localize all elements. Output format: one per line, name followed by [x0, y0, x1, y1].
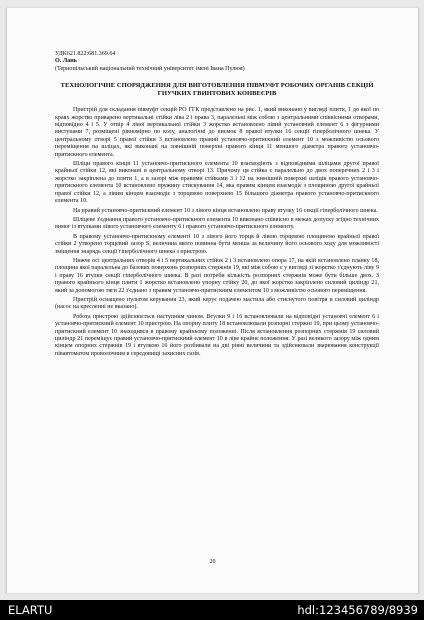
paragraph-5: В правому установчо-притискному елементі 10 з лівого його торця й лівою торцевою площиною крайньої правої стійки 2 утворено торцевий зазор S, величина якого повинна бути менша за величину його осьового ходу для можливості зміщення знарядь секції гіперболічного шнека з пристрою.	[55, 233, 379, 255]
paragraph-2: Шліци правого кінця 11 установчо-притискного елемента 10 взаємодіють з відповідними шліцами другої правої крайньої стійки 12, які виконані в центральному отворі 13. Причому ця стійка є паралельно до двох поперечних 2 і 3 і жорстко закріплена до плити 1, а в зазорі між правими стійками 3 і 12 на зовнішній поверхні шліців правого установчо-притискного елемента 10 встановлено пружину стискування 14, яка правим кінцем взаємодіє з площиною другої крайньої правої стійки 12, а лівим кінцем взаємодіє з торцевою поверхнею 15 більшого діаметра правого установчо-притискного елемента 10.	[55, 161, 379, 205]
document-page	[6, 8, 419, 593]
repository-name: ELARTU	[8, 603, 53, 617]
page-number: 20	[209, 559, 216, 565]
udc-code: УДК621.822:681.369.64	[55, 51, 116, 57]
author-affiliation: (Тернопільський національний технічний університет імені Івана Пулюя)	[55, 65, 245, 72]
paragraph-6: Нижче осі центральних отворів 4 і 5 вертикальних стійок 2 і 3 встановлено опора 17, на якій встановлено планку 18, площина якої паралельна до базових поверхонь розпорних стержнів 19, які між собою є у вигляді зі жорстко з'єднують ліву 9 і праву 16 втулки секції гіперболічного шнека. В разі потреби кількість розпорних стержнів може бути більше двох. З правого крайнього кінця плити 1 жорстко встановлено упорну стійку 20, до якої жорстко закріплено силовий циліндр 21, який за допомогою тяги 22 з'єднано з правим установчо-притискним елементом 10 з можливістю осьового переміщення.	[55, 257, 379, 294]
paragraph-4: Шліцеве з'єднання правого установчо-притискного елемента 10 виконано співвісно в межах допуску згідно технічних вимог із втулками лівого установчого елементу 6 і правого установчо-притискного елементу.	[55, 216, 379, 231]
paragraph-8: Робота пристрою здійснюється наступним чином. Втулки 9 і 16 встановлювали на відповідні установчі елемент 6 і установчо-притискний елемент 10 пристрою. На опорну плиту 18 встановлювали розпорні стержні 19, при цьому установчо-притискний елемент 10 знаходився в правому крайньому положенні. Після встановлення розпорних стержнів 19 силовий циліндр 21 переміщує правий установчо-притискний елемент 10 в ліве крайнє положення. У разі великого зазору між одним кінцем опорних стержнів 19 і втулкою 16 його розбивали на дві рівні величини та здійснювали зварювання конструкції півавтоматом проволочним в середовищі захисних газів.	[55, 313, 379, 357]
document-content	[55, 51, 379, 360]
paragraph-7: Пристрій оснащено пультом керування 23, який керує подачею мастила або стиснутого повітря в силовий циліндр (насос на кресленні не вказано).	[55, 296, 379, 311]
handle-identifier[interactable]: hdl:123456789/8939	[297, 603, 418, 617]
paragraph-3: На правий установчо-притискний елемент 10 з лівого кінця встановлено праву втулку 16 секції гіперболічного шнека.	[73, 207, 378, 214]
paragraph-1: Пристрій для складання півмуфт секцій РО ГГК представлено на рис. 1, який виконано у вигляді плити, 1 до якої по краях жорстко приварено вертикальні стійки ліва 2 і права 3, паралельні між собою з центральними співвісними отворами, відповідно 4 і 5. У отвір 4 лівої вертикальної стійки 3 жорстко встановлено лівий установчий елемент 6 з фігурними виступами 7, розміщені рівномірно по колу, аналогічні до висмок 8 правої втулки 16 секції гіперболічного шнека. У центральному отворі 5 правої стійки 3 встановлено правий установчо-притискний елемент 10 з можливістю осьового переміщення на шліцах, які виконані на зовнішній поверхні правого кінця 11 меншого діаметра правого установчо-притискного елемента.	[55, 107, 379, 158]
author-name: О. Лань	[55, 58, 77, 65]
article-title: ТЕХНОЛОГІЧНЕ СПОРЯДЖЕННЯ ДЛЯ ВИГОТОВЛЕННЯ ПІВМУФТ РОБОЧИХ ОРГАНІВ СЕКЦІЙ ГНУЧКИХ ГВИНТОВИХ КОНВЕЄРІВ	[60, 82, 374, 98]
footer-bar	[0, 600, 424, 620]
